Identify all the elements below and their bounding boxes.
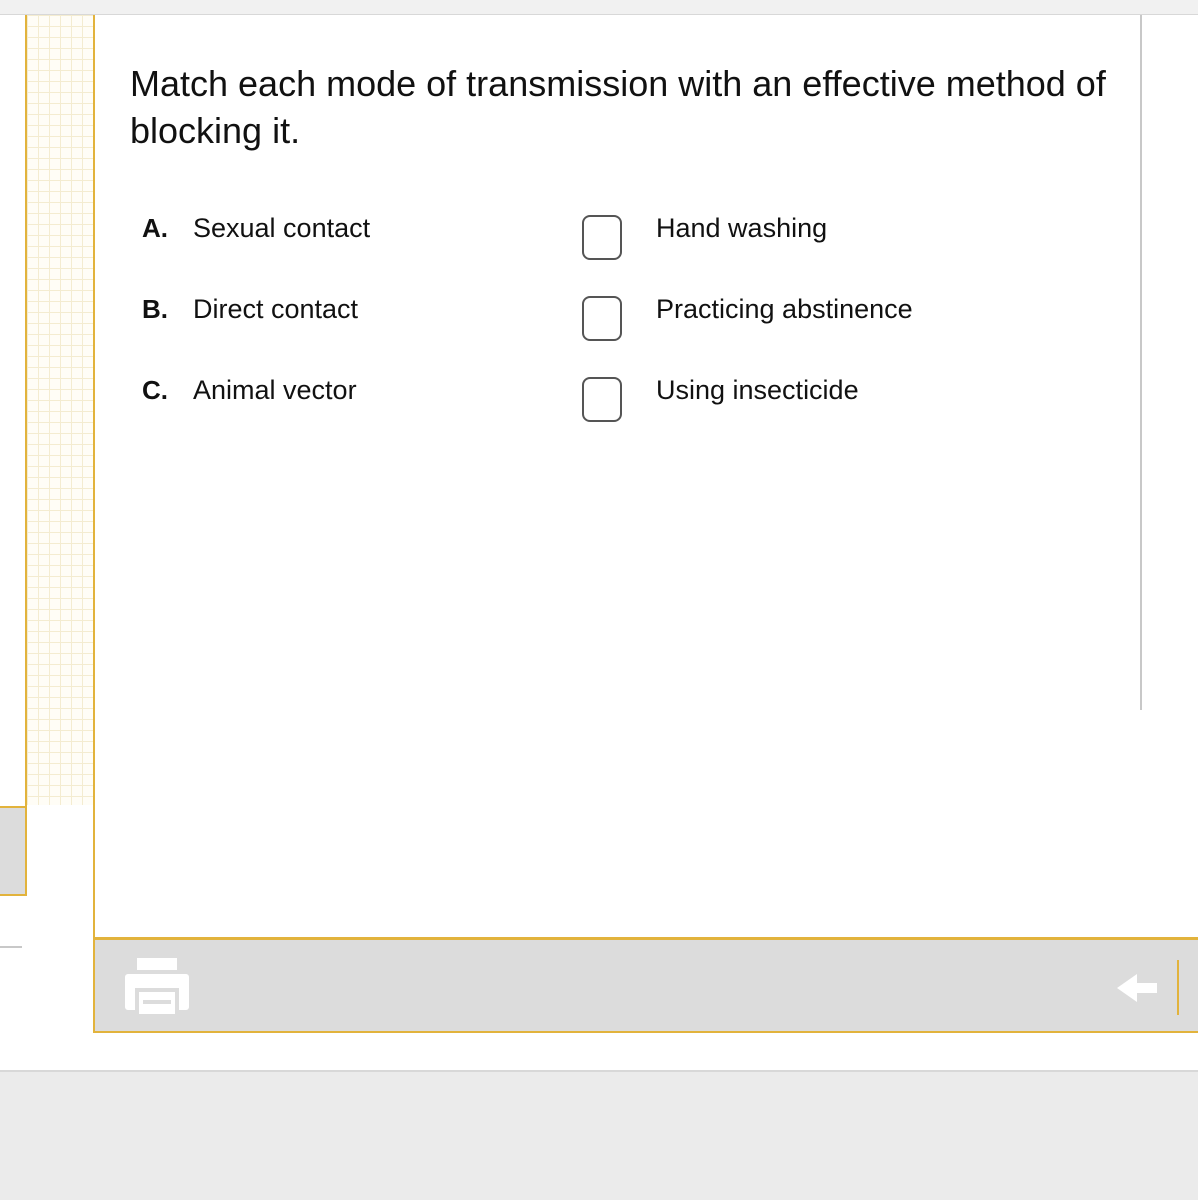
term-label: Animal vector [193, 375, 357, 405]
match-row-b [0, 293, 1198, 353]
bottom-toolbar [93, 937, 1198, 1033]
match-row-c [0, 374, 1198, 434]
divider [0, 946, 22, 948]
option-label: Using insecticide [656, 375, 859, 405]
scrollbar-track [1140, 15, 1142, 710]
term-letter: C. [142, 375, 168, 405]
side-tab[interactable] [0, 806, 27, 896]
toolbar-divider [1177, 960, 1179, 1015]
term-letter: A. [142, 213, 168, 243]
answer-box-1[interactable] [582, 215, 622, 260]
term-label: Direct contact [193, 294, 359, 324]
top-strip [0, 0, 1198, 15]
print-button[interactable] [123, 956, 191, 1018]
answer-box-3[interactable] [582, 377, 622, 422]
printer-icon [123, 956, 191, 1018]
question-text: Match each mode of transmission with an effective method of blocking it. [130, 63, 1106, 151]
option-label: Hand washing [656, 213, 828, 243]
match-row-a [0, 212, 1198, 272]
answer-box-2[interactable] [582, 296, 622, 341]
term-letter: B. [142, 294, 168, 324]
option-label: Practicing abstinence [656, 294, 913, 324]
back-button[interactable] [1115, 970, 1161, 1006]
back-arrow-icon [1115, 970, 1161, 1006]
footer-area [0, 1070, 1198, 1200]
term-label: Sexual contact [193, 213, 371, 243]
